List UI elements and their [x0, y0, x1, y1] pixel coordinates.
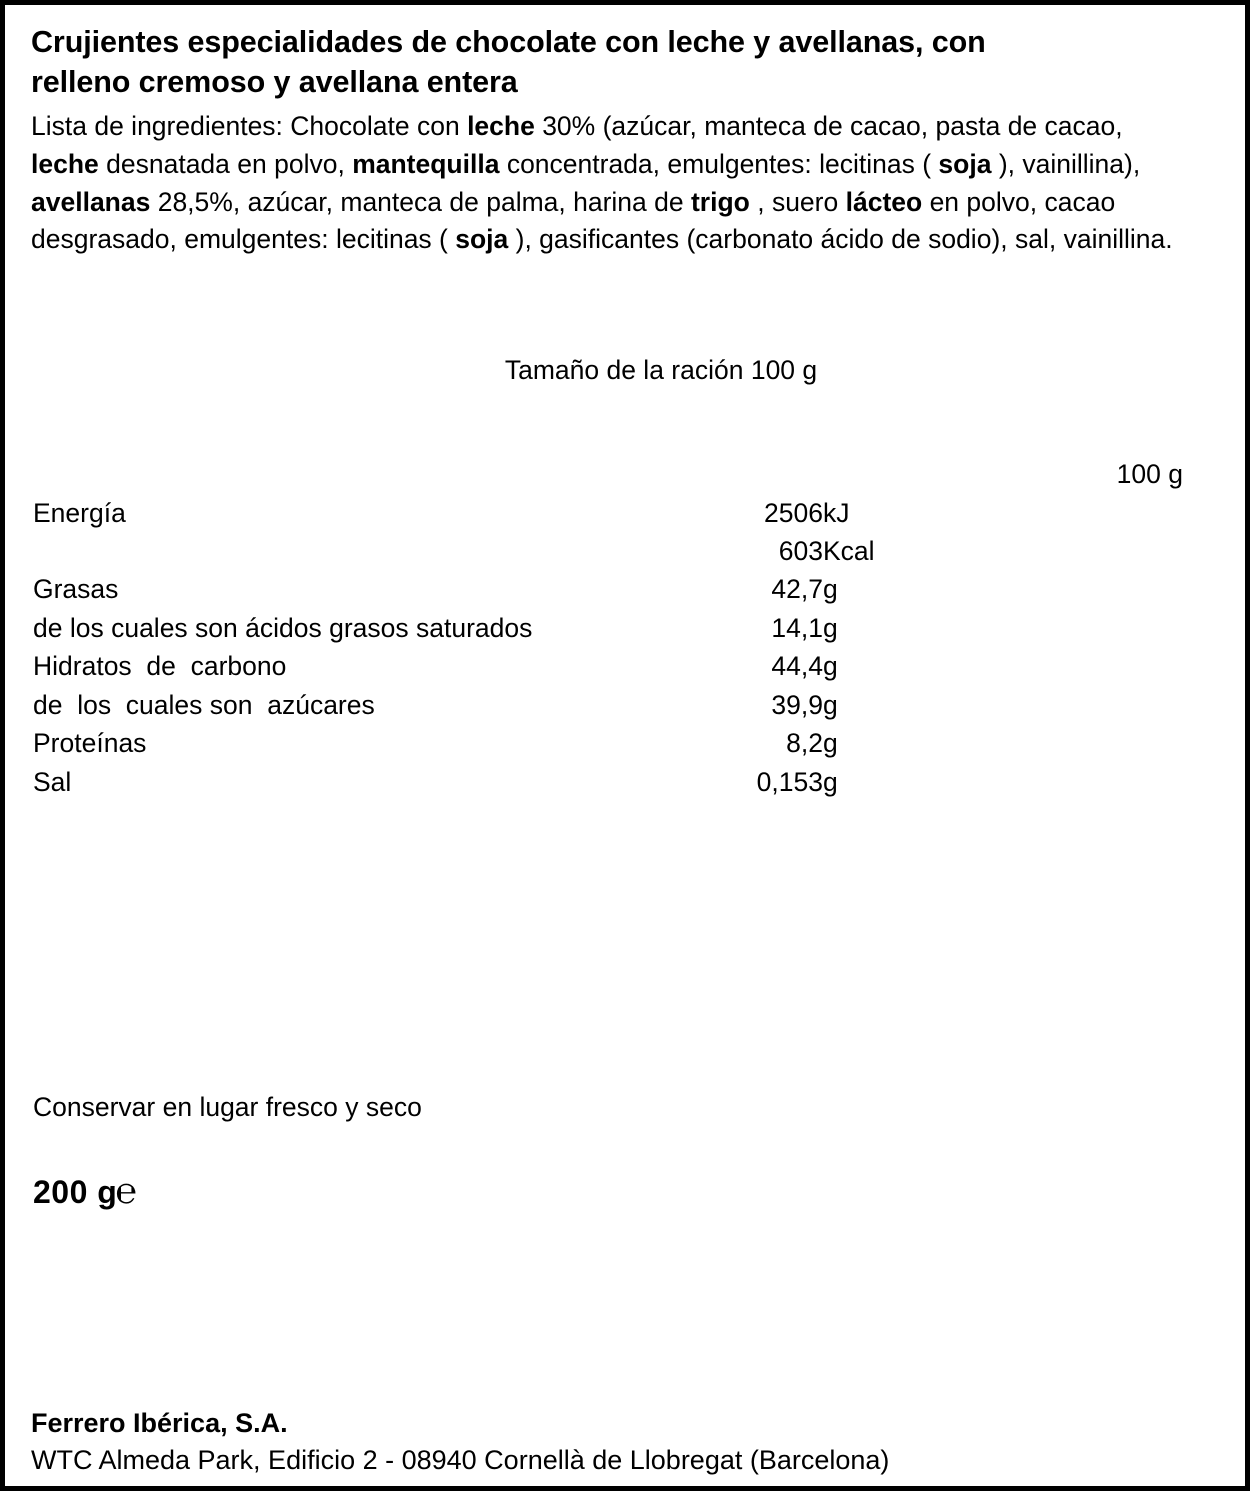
nutrient-unit: kJ: [823, 497, 850, 528]
net-weight-value: 200 g: [33, 1174, 118, 1211]
table-row: [31, 570, 1219, 608]
nutrient-value: 39,9: [771, 689, 823, 720]
table-row: [31, 647, 1219, 685]
nutrient-value: 0,153: [756, 766, 823, 797]
nutrient-value: 8,2: [786, 728, 823, 759]
ingredient-text: en polvo, cacao desgrasado, emulgentes: lecitinas (: [31, 186, 1116, 255]
table-row: [31, 532, 1219, 570]
serving-size-label: Tamaño de la ración 100 g: [504, 354, 818, 385]
nutrient-name: Sal: [33, 766, 72, 797]
manufacturer-address: WTC Almeda Park, Edificio 2 - 08940 Cornellà de Llobregat (Barcelona): [31, 1444, 890, 1475]
label-content: [5, 5, 1245, 1212]
nutrient-value: 44,4: [771, 651, 823, 682]
header-blank-cell: [31, 455, 633, 493]
nutrient-name: Proteínas: [33, 728, 147, 759]
nutrient-name: de los cuales son azúcares: [33, 689, 375, 720]
nutrient-unit: g: [823, 651, 838, 682]
allergen-term: leche: [467, 111, 535, 142]
nutrient-name: Grasas: [33, 574, 119, 605]
page-title: Crujientes especialidades de chocolate con leche y avellanas, con relleno cremoso y avellana entera: [31, 25, 986, 99]
allergen-term: lácteo: [845, 186, 923, 217]
nutrition-section: [31, 351, 1219, 801]
nutrition-table: [31, 455, 1219, 801]
manufacturer-name: Ferrero Ibérica, S.A.: [31, 1408, 288, 1439]
table-row: [31, 763, 1219, 801]
ingredient-text: concentrada, emulgentes: lecitinas (: [499, 148, 939, 179]
allergen-term: soja: [455, 224, 509, 255]
nutrient-unit: g: [823, 689, 838, 720]
table-row: [31, 609, 1219, 647]
nutrient-name: [31, 532, 633, 570]
allergen-term: leche: [31, 148, 99, 179]
nutrient-value: 2506: [764, 497, 823, 528]
ingredient-text: desnatada en polvo,: [98, 148, 353, 179]
table-row: [31, 686, 1219, 724]
table-row: [31, 724, 1219, 762]
nutrient-name: Hidratos de carbono: [33, 651, 287, 682]
ingredient-text: Lista de ingredientes: Chocolate con: [31, 111, 468, 142]
column-header-100g: 100 g: [1116, 459, 1183, 490]
table-row: [31, 494, 1219, 532]
ingredient-text: 30% (azúcar, manteca de cacao, pasta de cacao,: [534, 111, 1123, 142]
nutrient-name: Energía: [33, 497, 126, 528]
allergen-term: soja: [938, 148, 992, 179]
nutrient-unit: g: [823, 766, 838, 797]
nutrient-unit: g: [823, 728, 838, 759]
storage-instructions: Conservar en lugar fresco y seco: [33, 1092, 422, 1122]
nutrient-unit: g: [823, 612, 838, 643]
estimate-sign-icon: ℮: [115, 1171, 138, 1212]
allergen-term: avellanas: [31, 186, 151, 217]
nutrient-unit: g: [823, 574, 838, 605]
allergen-term: trigo: [690, 186, 750, 217]
ingredient-text: , suero: [749, 186, 846, 217]
table-header-row: [31, 455, 1219, 493]
allergen-term: mantequilla: [352, 148, 500, 179]
manufacturer-block: [31, 1405, 1211, 1478]
nutrient-value: 14,1: [771, 612, 823, 643]
nutrition-table-body: [31, 455, 1219, 801]
net-weight: [31, 1170, 1219, 1212]
ingredients-list: [31, 108, 1181, 259]
ingredient-text: 28,5%, azúcar, manteca de palma, harina de: [150, 186, 691, 217]
nutrient-value: 603: [778, 536, 823, 567]
nutrient-unit: Kcal: [823, 536, 875, 567]
ingredient-text: ), gasificantes (carbonato ácido de sodio), sal, vainillina.: [508, 224, 1173, 255]
nutrient-name: de los cuales son ácidos grasos saturados: [33, 612, 533, 643]
ingredient-text: ), vainillina),: [991, 148, 1141, 179]
nutrient-value: 42,7: [771, 574, 823, 605]
